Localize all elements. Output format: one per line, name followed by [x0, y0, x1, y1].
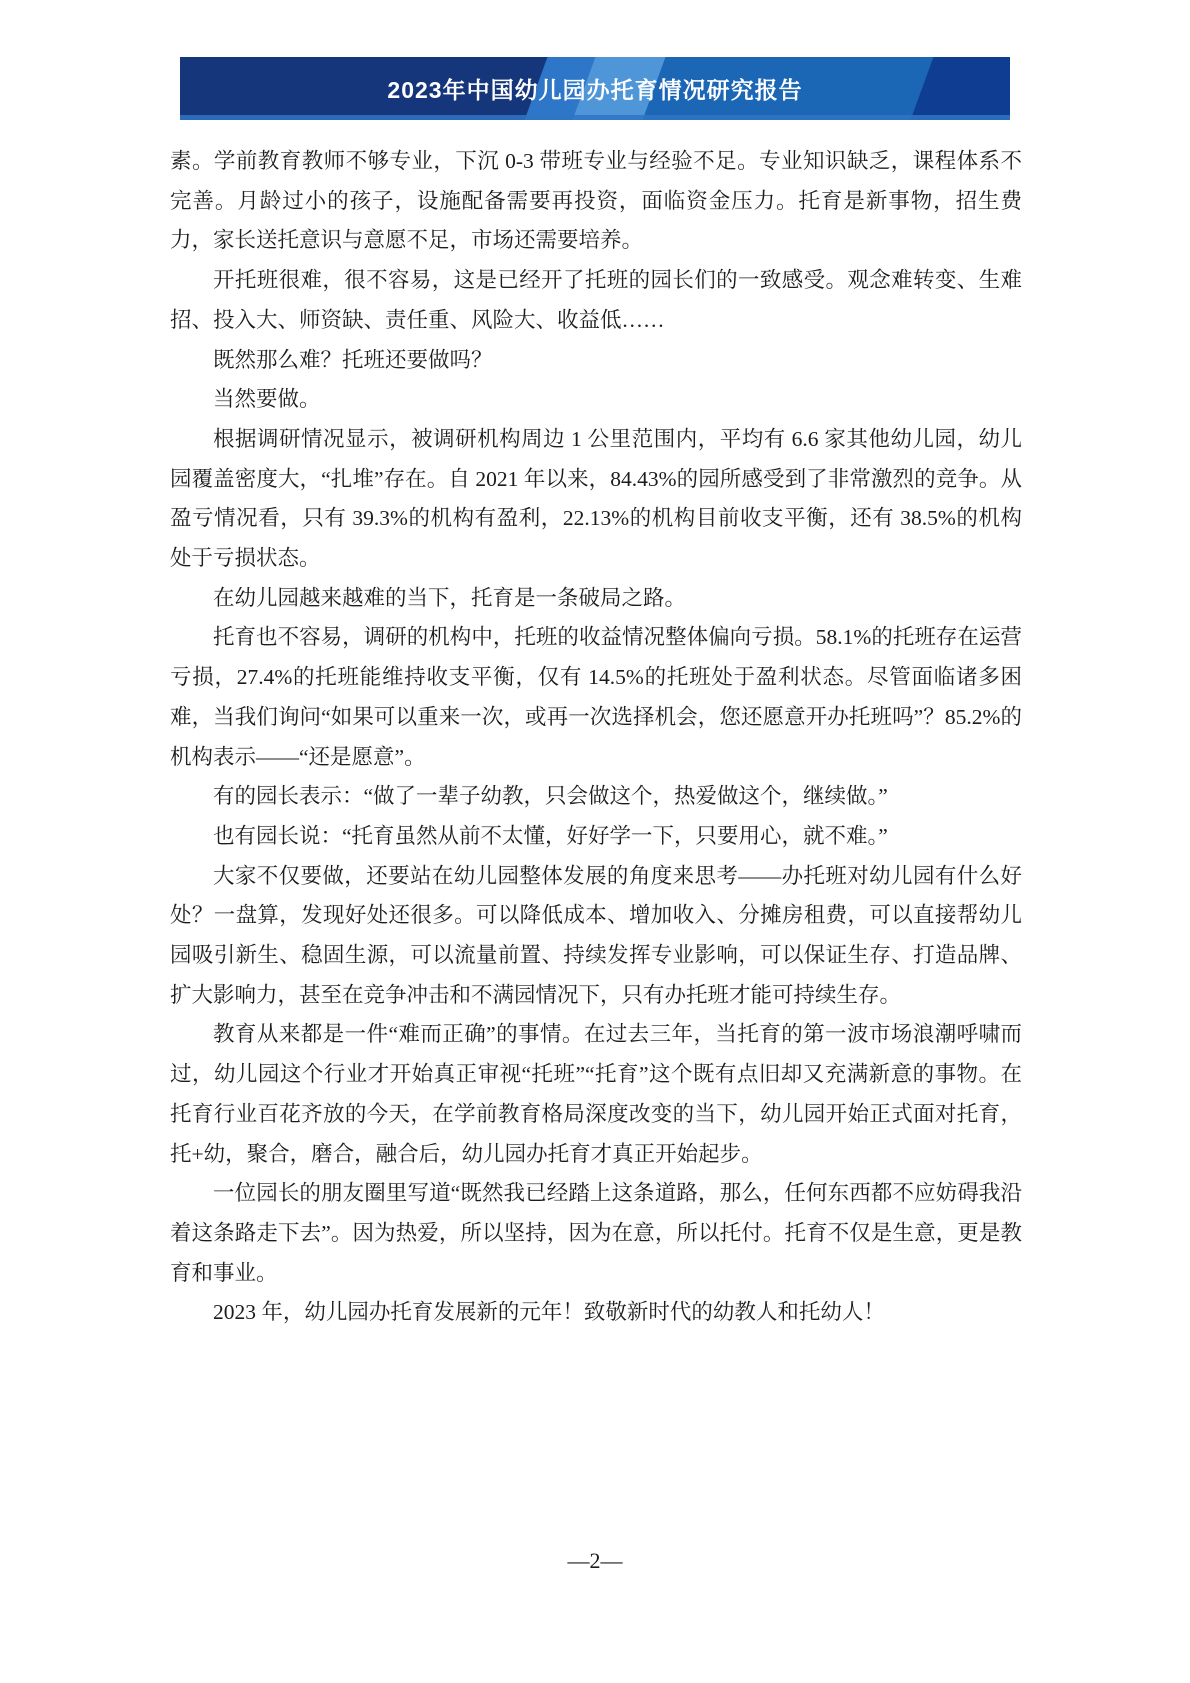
body-paragraph: 托育也不容易，调研的机构中，托班的收益情况整体偏向亏损。58.1%的托班存在运营亏损，27.4%的托班能维持收支平衡，仅有 14.5%的托班处于盈利状态。尽管面临诸多困难，当我们询问“如果可以重来一次，或再一次选择机会，您还愿意开办托班吗”？85.2%的机构表示——“还是愿意”。	[170, 625, 1022, 769]
body-paragraph: 教育从来都是一件“难而正确”的事情。在过去三年，当托育的第一波市场浪潮呼啸而过，幼儿园这个行业才开始真正审视“托班”“托育”这个既有点旧却又充满新意的事物。在托育行业百花齐放的今天，在学前教育格局深度改变的当下，幼儿园开始正式面对托育，托+幼，聚合，磨合，融合后，幼儿园办托育才真正开始起步。	[170, 1022, 1022, 1166]
report-title: 2023年中国幼儿园办托育情况研究报告	[387, 77, 803, 103]
body-paragraph: 也有园长说：“托育虽然从前不太懂，好好学一下，只要用心，就不难。”	[213, 823, 888, 848]
body-text-block	[170, 142, 1022, 1333]
body-paragraph: 大家不仅要做，还要站在幼儿园整体发展的角度来思考——办托班对幼儿园有什么好处？一盘算，发现好处还很多。可以降低成本、增加收入、分摊房租费，可以直接帮幼儿园吸引新生、稳固生源，可以流量前置、持续发挥专业影响，可以保证生存、打造品牌、扩大影响力，甚至在竞争冲击和不满园情况下，只有办托班才能可持续生存。	[170, 863, 1022, 1007]
body-paragraph: 当然要做。	[213, 387, 321, 412]
body-paragraph: 开托班很难，很不容易，这是已经开了托班的园长们的一致感受。观念难转变、生难招、投入大、师资缺、责任重、风险大、收益低……	[170, 268, 1022, 332]
report-header-banner	[180, 57, 1010, 120]
body-paragraph: 一位园长的朋友圈里写道“既然我已经踏上这条道路，那么，任何东西都不应妨碍我沿着这条路走下去”。因为热爱，所以坚持，因为在意，所以托付。托育不仅是生意，更是教育和事业。	[170, 1181, 1022, 1285]
body-paragraph: 既然那么难？托班还要做吗？	[213, 347, 493, 372]
body-paragraph: 有的园长表示：“做了一辈子幼教，只会做这个，热爱做这个，继续做。”	[213, 784, 888, 809]
body-paragraph: 根据调研情况显示，被调研机构周边 1 公里范围内，平均有 6.6 家其他幼儿园，幼儿园覆盖密度大，“扎堆”存在。自 2021 年以来，84.43%的园所感受到了非常激烈的竞争。从盈亏情况看，只有 39.3%的机构有盈利，22.13%的机构目前收支平衡，还有 38.5%的机构处于亏损状态。	[170, 426, 1022, 571]
page-number: —2—	[567, 1548, 623, 1573]
body-paragraph: 素。学前教育教师不够专业，下沉 0-3 带班专业与经验不足。专业知识缺乏，课程体系不完善。月龄过小的孩子，设施配备需要再投资，面临资金压力。托育是新事物，招生费力，家长送托意识与意愿不足，市场还需要培养。	[170, 149, 1022, 253]
body-paragraph: 2023 年，幼儿园办托育发展新的元年！致敬新时代的幼教人和托幼人！	[213, 1300, 885, 1325]
body-paragraph: 在幼儿园越来越难的当下，托育是一条破局之路。	[213, 585, 687, 610]
